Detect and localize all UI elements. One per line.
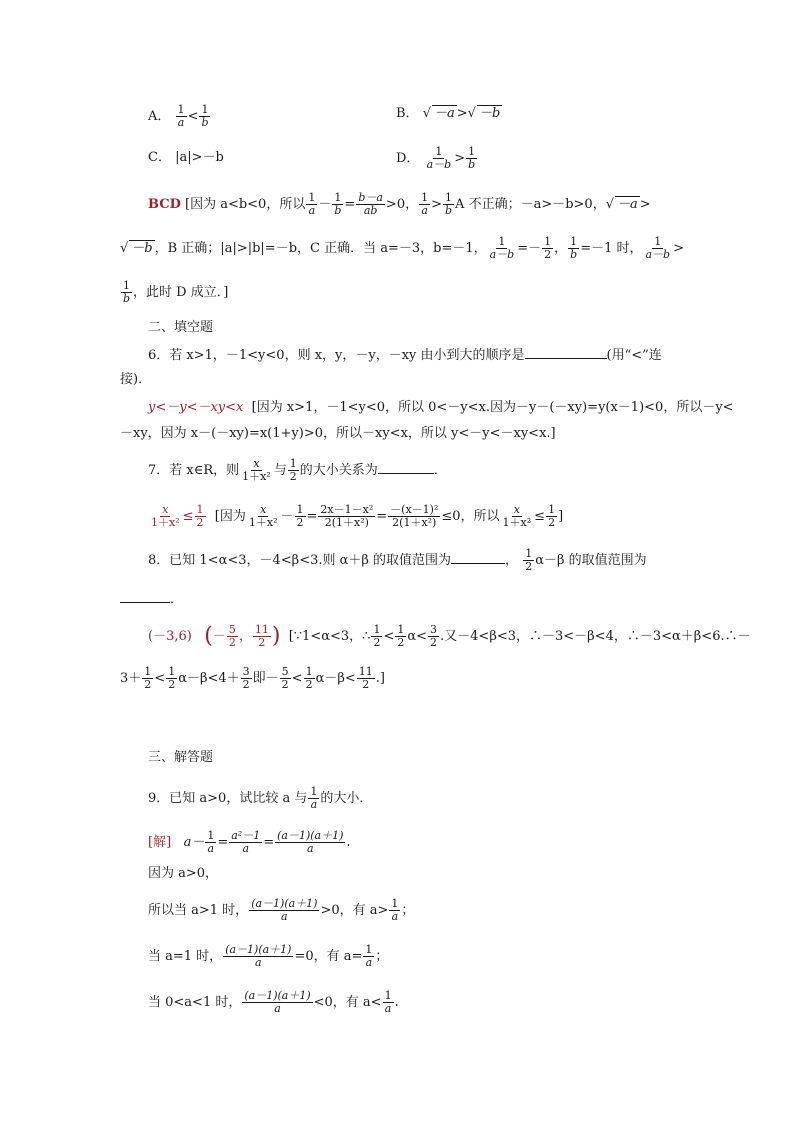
fraction-denominator: 2 [144, 678, 152, 691]
fraction [176, 104, 187, 129]
fraction-numerator: 1 [498, 235, 506, 248]
explanation-text: ，此时 D 成立．] [133, 285, 229, 300]
fraction-denominator: a [274, 1002, 281, 1015]
section-heading-fill-in: 二、填空题 [148, 320, 214, 335]
fraction [389, 898, 400, 923]
operator: = [376, 509, 388, 524]
fraction-numerator: x [253, 457, 260, 470]
fraction-denominator: 2 [296, 516, 304, 529]
fraction-numerator: 1 [365, 943, 373, 956]
operator: > [673, 241, 685, 256]
operator: > [454, 151, 466, 166]
operator: = [217, 835, 229, 850]
fraction-denominator: 2 [362, 678, 370, 691]
fraction-numerator: 1 [201, 103, 209, 116]
fraction-numerator: 2x－1－x² [320, 503, 374, 516]
fraction-denominator: a [177, 116, 185, 129]
explanation-text: ， [554, 241, 568, 256]
fraction-denominator: 2 [168, 678, 176, 691]
operator: < [291, 671, 303, 686]
operator: = [344, 197, 356, 212]
fraction-denominator: 2 [281, 678, 289, 691]
question-text: (用“<”连 [606, 348, 662, 363]
operator: < [154, 671, 166, 686]
q6-stem [148, 344, 662, 366]
q6-explanation-line2: －xy，因为 x－(－xy)=x(1+y)>0，所以－xy<x，所以 y<－y<－xy<x.] [120, 426, 556, 441]
explanation-text: α－β< [315, 671, 356, 686]
fraction [546, 504, 557, 529]
fraction [142, 666, 153, 691]
fraction-numerator: 1 [384, 989, 392, 1002]
fraction-numerator: －(x－1)² [390, 503, 439, 516]
q7-explanation [148, 504, 563, 529]
fraction-denominator: 2 [430, 636, 438, 649]
answer-label: y<－y<－xy<x [148, 400, 244, 415]
solution-text: ； [401, 903, 415, 918]
answer-label: BCD [148, 197, 181, 212]
fraction [568, 236, 579, 261]
fraction [249, 898, 319, 923]
option-b [396, 104, 502, 124]
fraction-numerator: 1 [654, 235, 662, 248]
explanation-text: α< [407, 629, 428, 644]
answer-blank [120, 588, 170, 603]
fraction-numerator: (a－1)(a＋1) [251, 897, 318, 910]
answer-blank [378, 459, 434, 474]
operator: = [306, 509, 318, 524]
fraction-denominator: a [207, 842, 215, 855]
fraction-denominator: 2 [373, 636, 381, 649]
question-text: ． [433, 463, 447, 478]
operator: ≤ [534, 509, 546, 524]
fraction [356, 192, 385, 217]
fraction-numerator: 1 [308, 191, 316, 204]
fraction [542, 236, 553, 261]
fraction-denominator: ab [363, 204, 378, 217]
fraction [240, 458, 273, 483]
fraction-denominator: a [281, 910, 288, 923]
fraction [295, 504, 306, 529]
fraction-numerator: 1 [397, 623, 405, 636]
solution-text: . [394, 995, 399, 1010]
fraction-denominator: 1＋x² [151, 516, 180, 529]
solution-text: . [346, 835, 351, 850]
fraction-numerator: 11 [358, 665, 373, 678]
operator: － [280, 509, 294, 524]
solution-text: <0，有 a< [313, 995, 382, 1010]
fraction-denominator: a－b [489, 248, 515, 261]
fraction-denominator: b [570, 248, 578, 261]
fraction-denominator: 1＋x² [242, 470, 271, 483]
explanation-text: α－β<4＋ [178, 671, 240, 686]
fraction [318, 504, 375, 529]
fraction-numerator: 3 [430, 623, 438, 636]
solution-text: 当 a=1 时， [148, 949, 223, 964]
answer-label [148, 503, 207, 529]
q9-solution-line4 [148, 944, 388, 969]
question-text: ． [170, 592, 184, 607]
question-text: 8．已知 1<α<3，－4<β<3.则 α＋β 的取值范围为 [148, 553, 452, 568]
fraction [357, 666, 375, 691]
fraction [229, 830, 262, 855]
operator: － [318, 197, 332, 212]
fraction-denominator: a [421, 204, 428, 217]
option-a [148, 104, 211, 129]
fraction-denominator: 1＋x² [248, 516, 278, 529]
fraction [304, 666, 315, 691]
operator: ≤ [182, 509, 194, 524]
fraction-numerator: (a－1)(a＋1) [277, 829, 344, 842]
fraction-numerator: 1 [525, 547, 533, 560]
solution-text: ； [375, 949, 389, 964]
fraction-denominator: a [242, 842, 249, 855]
fraction-denominator: 2 [196, 516, 204, 529]
sqrt-content: －a [617, 197, 638, 212]
operator: > [431, 197, 442, 212]
sqrt-icon: √ [605, 197, 614, 212]
sqrt-content: －b [478, 106, 501, 121]
fraction [383, 990, 394, 1015]
fraction [371, 624, 382, 649]
fraction-numerator: x [162, 503, 169, 516]
operator: < [187, 109, 199, 124]
solution-label: [解] [148, 835, 172, 850]
option-label: A． [148, 109, 171, 124]
explanation-text: A 不正确；－a>－b>0， [455, 197, 606, 212]
fraction-numerator: 1 [468, 145, 476, 158]
q6-stem-line2: 接)． [120, 372, 152, 387]
paren: ( [204, 623, 213, 649]
fraction [644, 236, 673, 261]
fraction [523, 548, 534, 573]
explanation-text: >0， [385, 197, 419, 212]
q9-solution-line5 [148, 990, 399, 1015]
fraction-numerator: 1 [391, 897, 399, 910]
sqrt-content: －b [131, 241, 153, 256]
fraction [166, 666, 177, 691]
explanation-text: 即－ [252, 671, 279, 686]
question-text: α－β 的取值范围为 [535, 553, 647, 568]
fraction-numerator: 3 [242, 665, 250, 678]
sqrt-icon: √ [422, 106, 431, 121]
fraction-denominator: 2 [397, 636, 405, 649]
fraction-denominator: a－b [426, 158, 452, 171]
fraction-numerator: (a－1)(a＋1) [225, 943, 292, 956]
fraction-denominator: b [123, 292, 131, 305]
fraction-numerator: 1 [144, 665, 152, 678]
fraction-denominator: 1＋x² [502, 516, 532, 529]
q8-stem [148, 548, 647, 573]
fraction-denominator: 2 [544, 248, 552, 261]
paren: ) [271, 623, 281, 649]
fraction-numerator: 1 [373, 623, 381, 636]
answer-blank [525, 344, 607, 359]
explanation-text: [因为 a<b<0，所以 [185, 197, 306, 212]
question-text: 与 [273, 463, 287, 478]
fraction [308, 786, 319, 811]
explanation-text: .] [375, 671, 385, 686]
fraction [223, 944, 293, 969]
fraction [199, 104, 210, 129]
answer-label: (－3,6) [148, 629, 192, 644]
fraction-numerator: 1 [177, 103, 185, 116]
operator: > [639, 197, 651, 212]
fraction-numerator: 1 [544, 235, 552, 248]
q8-explanation-line2 [120, 666, 385, 691]
operator: =－ [517, 241, 542, 256]
fraction-numerator: 1 [435, 145, 443, 158]
fraction [205, 830, 216, 855]
fraction-denominator: 2 [305, 678, 313, 691]
answer-blank [451, 549, 505, 564]
fraction-denominator: b [468, 158, 476, 171]
option-label: B． [396, 106, 419, 121]
fraction-numerator: 1 [296, 503, 304, 516]
fraction-numerator: x [260, 503, 267, 516]
section-heading-solve: 三、解答题 [148, 750, 214, 765]
fraction-numerator: 11 [254, 623, 269, 636]
fraction-denominator: 2(1＋x²) [392, 516, 437, 529]
fraction-numerator: (a－1)(a＋1) [244, 989, 311, 1002]
explanation-text: [∵1<α<3，∴ [288, 629, 371, 644]
fraction [242, 990, 312, 1015]
fraction-numerator: 1 [548, 503, 556, 516]
q9-solution-line1 [148, 830, 351, 855]
fraction-numerator: 1 [305, 665, 313, 678]
fraction [443, 192, 454, 217]
q9-stem [148, 786, 372, 811]
question-text: 9．已知 a>0，试比较 a 与 [148, 791, 308, 806]
solution-text: 当 0<a<1 时， [148, 995, 242, 1010]
fraction-numerator: 1 [334, 191, 342, 204]
operator: = [263, 835, 275, 850]
explanation-text: ] [558, 509, 564, 524]
option-text: |a|>－b [175, 150, 224, 165]
q9-solution-line2: 因为 a>0， [148, 866, 219, 881]
question-text: 的大小关系为 [299, 463, 378, 478]
fraction-denominator: 2 [242, 678, 250, 691]
explanation-text: .又－4<β<3，∴－3<－β<4，∴－3<α＋β<6.∴－ [440, 629, 751, 644]
fraction-denominator: 2 [525, 560, 533, 573]
solution-text: >0，有 a> [320, 903, 389, 918]
question-text: 6．若 x>1，－1<y<0，则 x，y，－y，－xy 由小到大的顺序是 [148, 348, 525, 363]
fraction [275, 830, 345, 855]
fraction-numerator: 1 [123, 279, 131, 292]
fraction-denominator: a [306, 842, 314, 855]
fraction [501, 504, 534, 529]
fraction [363, 944, 374, 969]
fraction [288, 458, 299, 483]
fraction-numerator: 1 [168, 665, 176, 678]
fraction [247, 504, 280, 529]
fraction-numerator: 1 [196, 503, 204, 516]
q5-explanation-line2 [120, 236, 684, 261]
solution-text: =0，有 a= [294, 949, 363, 964]
fraction-denominator: a [310, 798, 318, 811]
fraction-denominator: b [445, 204, 453, 217]
fraction-numerator: 1 [289, 457, 297, 470]
fraction-numerator: 1 [421, 191, 429, 204]
explanation-text: [因为 x>1，－1<y<0，所以 0<－y<x.因为－y－(－xy)=y(x－1)<0，所以－y< [251, 400, 734, 415]
fraction-numerator: 5 [228, 623, 236, 636]
option-label: C． [148, 150, 171, 165]
fraction-denominator: b [334, 204, 342, 217]
fraction-denominator: a [384, 1002, 392, 1015]
fraction [488, 236, 517, 261]
sqrt-content: －a [434, 106, 455, 121]
solution-text: a－ [183, 835, 205, 850]
fraction-numerator: 1 [310, 785, 318, 798]
fraction [121, 280, 132, 305]
fraction-denominator: a [365, 956, 373, 969]
fraction-numerator: 1 [207, 829, 215, 842]
q7-stem [148, 458, 447, 483]
operator: > [456, 106, 468, 121]
explanation-text: 3＋ [120, 671, 142, 686]
fraction-denominator: b [201, 116, 209, 129]
option-label: D． [396, 151, 420, 166]
fraction-denominator: a－b [645, 248, 671, 261]
fraction-numerator: 1 [445, 191, 453, 204]
fraction-denominator: a [255, 956, 262, 969]
sqrt-icon: √ [120, 241, 129, 256]
fraction-denominator: 2 [548, 516, 556, 529]
q6-explanation-line1 [148, 398, 734, 418]
explanation-text: ≤0，所以 [441, 509, 500, 524]
fraction-numerator: a²－1 [231, 829, 261, 842]
answer-label: (－ $\frac{5}{2}$ ， $\frac{11}{2}$ ) [204, 623, 281, 649]
q5-explanation-line3 [120, 280, 228, 305]
operator: < [383, 629, 395, 644]
explanation-text: =－1 时， [580, 241, 643, 256]
fraction-denominator: a [391, 910, 399, 923]
fraction-numerator: b－a [358, 191, 383, 204]
solution-text: 所以当 a>1 时， [148, 903, 249, 918]
fraction [419, 192, 430, 217]
fraction [280, 666, 291, 691]
q8-explanation-line1 [148, 624, 751, 649]
q9-solution-line3 [148, 898, 414, 923]
fraction-denominator: a [308, 204, 316, 217]
explanation-text: [因为 [214, 509, 246, 524]
fraction-denominator: 2 [228, 636, 236, 649]
fraction [388, 504, 440, 529]
fraction-numerator: 5 [281, 665, 289, 678]
fraction [466, 146, 477, 171]
fraction-denominator: 2 [258, 636, 266, 649]
question-text: 7．若 x∈R，则 [148, 463, 240, 478]
fraction-denominator: 2(1＋x²) [324, 516, 369, 529]
fraction [332, 192, 343, 217]
fraction [241, 666, 252, 691]
fraction [395, 624, 406, 649]
fraction [306, 192, 317, 217]
fraction [425, 146, 454, 171]
sqrt-icon: √ [467, 106, 476, 121]
option-c [148, 148, 224, 168]
question-text: ， [505, 553, 519, 568]
fraction-numerator: x [513, 503, 520, 516]
option-d [396, 146, 478, 171]
question-text: 的大小． [320, 791, 373, 806]
operator: ， [238, 629, 252, 644]
fraction [428, 624, 439, 649]
fraction-denominator: 2 [289, 470, 297, 483]
explanation-text: ，B 正确；|a|>|b|=－b，C 正确．当 a=－3，b=－1， [154, 241, 487, 256]
fraction-numerator: 1 [570, 235, 578, 248]
q8-stem-line2 [120, 588, 183, 610]
q5-explanation-line1 [148, 192, 651, 217]
